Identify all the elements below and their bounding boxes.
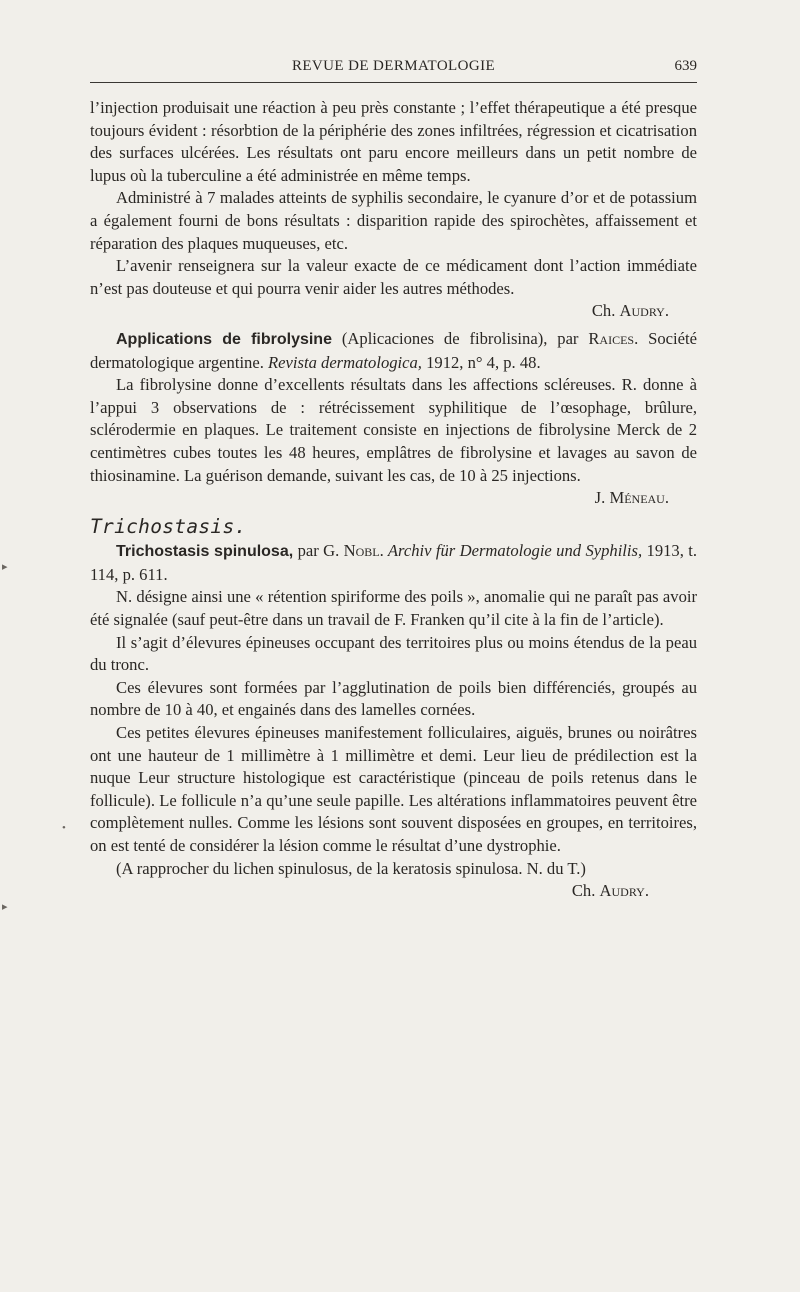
signature-name: Méneau. (609, 488, 669, 508)
review-title: Trichostasis spinulosa, (116, 543, 294, 561)
paragraph: Administré à 7 malades atteints de syphilis secondaire, le cyanure d’or et de potassium a également fourni de bons résultats : disparition rapide des spirochètes, affaissement et réparation des plaques muqueuses, etc. (90, 188, 697, 253)
reference-text: Société dermatologique argentine. (90, 328, 697, 372)
reference-author: Nobl. (343, 541, 384, 561)
review-reference (90, 540, 697, 586)
signature-initial: J. (594, 488, 606, 508)
review-reference (90, 328, 697, 374)
reference-author: Raices. (588, 328, 639, 348)
reference-text: par G. (293, 541, 344, 561)
paragraph: N. désigne ainsi une « rétention spiriforme des poils », anomalie qui ne paraît pas avoir été signalée (sauf peut-être dans un travail de F. Franken qu’il cite à la fin de l’article). (90, 587, 697, 630)
margin-mark: ▸ (2, 561, 8, 573)
review-trichostasis (90, 540, 697, 903)
section-heading: Trichostasis. (90, 514, 247, 538)
reference-journal: Revista dermatologica, (268, 352, 422, 372)
page-number: 639 (674, 58, 697, 74)
signature (90, 300, 697, 323)
review-title: Applications de fibrolysine (116, 330, 332, 348)
signature-name: Audry. (599, 881, 649, 901)
paragraph: La fibrolysine donne d’excellents résultats dans les affections scléreuses. R. donne à l’appui 3 observations de : rétrécissement syphilitique de l’œsophage, brûlure, sclérodermie en plaques. Le traitement consiste en injections de fibrolysine Merck de 2 centimètres cubes toutes les 48 heures, emplâtres de fibrolysine et lavages au savon de thiosinamine. La guérison demande, suivant les cas, de 10 à 25 injections. (90, 375, 697, 485)
review-fibrolysine (90, 328, 697, 510)
running-head: REVUE DE DERMATOLOGIE (291, 58, 496, 74)
paragraph: Ces élevures sont formées par l’agglutination de poils bien différenciés, groupés au nombre de 10 à 40, et engainés dans des lamelles cornées. (90, 677, 697, 720)
signature (90, 880, 697, 903)
page-body (90, 97, 697, 903)
paragraph: Il s’agit d’élevures épineuses occupant des territoires plus ou moins étendus de la peau du tronc. (90, 632, 697, 675)
signature (90, 487, 697, 510)
page-header (90, 58, 697, 83)
reference-text: (Aplicaciones de fibrolisina), par (331, 328, 589, 348)
reference-text: 1913, t. 114, p. 611. (90, 541, 697, 584)
paragraph: l’injection produisait une réaction à peu près constante ; l’effet thérapeutique a été presque toujours évident : résorbtion de la périphérie des zones infiltrées, régression et cicatrisation des surfaces ulcérées. Les résultats ont paru encore meilleurs dans un petit nombre de lupus où la tuberculine a été administrée en même temps. (90, 98, 697, 185)
reference-journal: Archiv für Dermatologie und Syphilis, (383, 541, 643, 561)
signature-initial: Ch. (571, 881, 596, 901)
reference-text: 1912, n° 4, p. 48. (421, 352, 541, 372)
paragraph: L’avenir renseignera sur la valeur exacte de ce médicament dont l’action immédiate n’est pas douteuse et qui pourra venir aider les autres méthodes. (90, 256, 697, 298)
review-cyanure (90, 97, 697, 323)
margin-dot: • (62, 822, 66, 834)
paragraph: (A rapprocher du lichen spinulosus, de la keratosis spinulosa. N. du T.) (116, 858, 586, 878)
paragraph: Ces petites élevures épineuses manifestement folliculaires, aiguës, brunes ou noirâtres ont une hauteur de 1 millimètre à 1 millimètre et demi. Leur lieu de prédilection est la nuque Leur structure histologique est caractéristique (pinceau de poils retenus dans le follicule). Le follicule n’a qu’une seule papille. Les altérations inflammatoires peuvent être complètement nulles. Comme les lésions sont souvent disposées en groupes, en territoires, on est tenté de considérer la lésion comme le résultat d’une dystrophie. (90, 723, 697, 855)
margin-mark: ▸ (2, 901, 8, 913)
signature-initial: Ch. (591, 301, 616, 321)
signature-name: Audry. (619, 301, 669, 321)
